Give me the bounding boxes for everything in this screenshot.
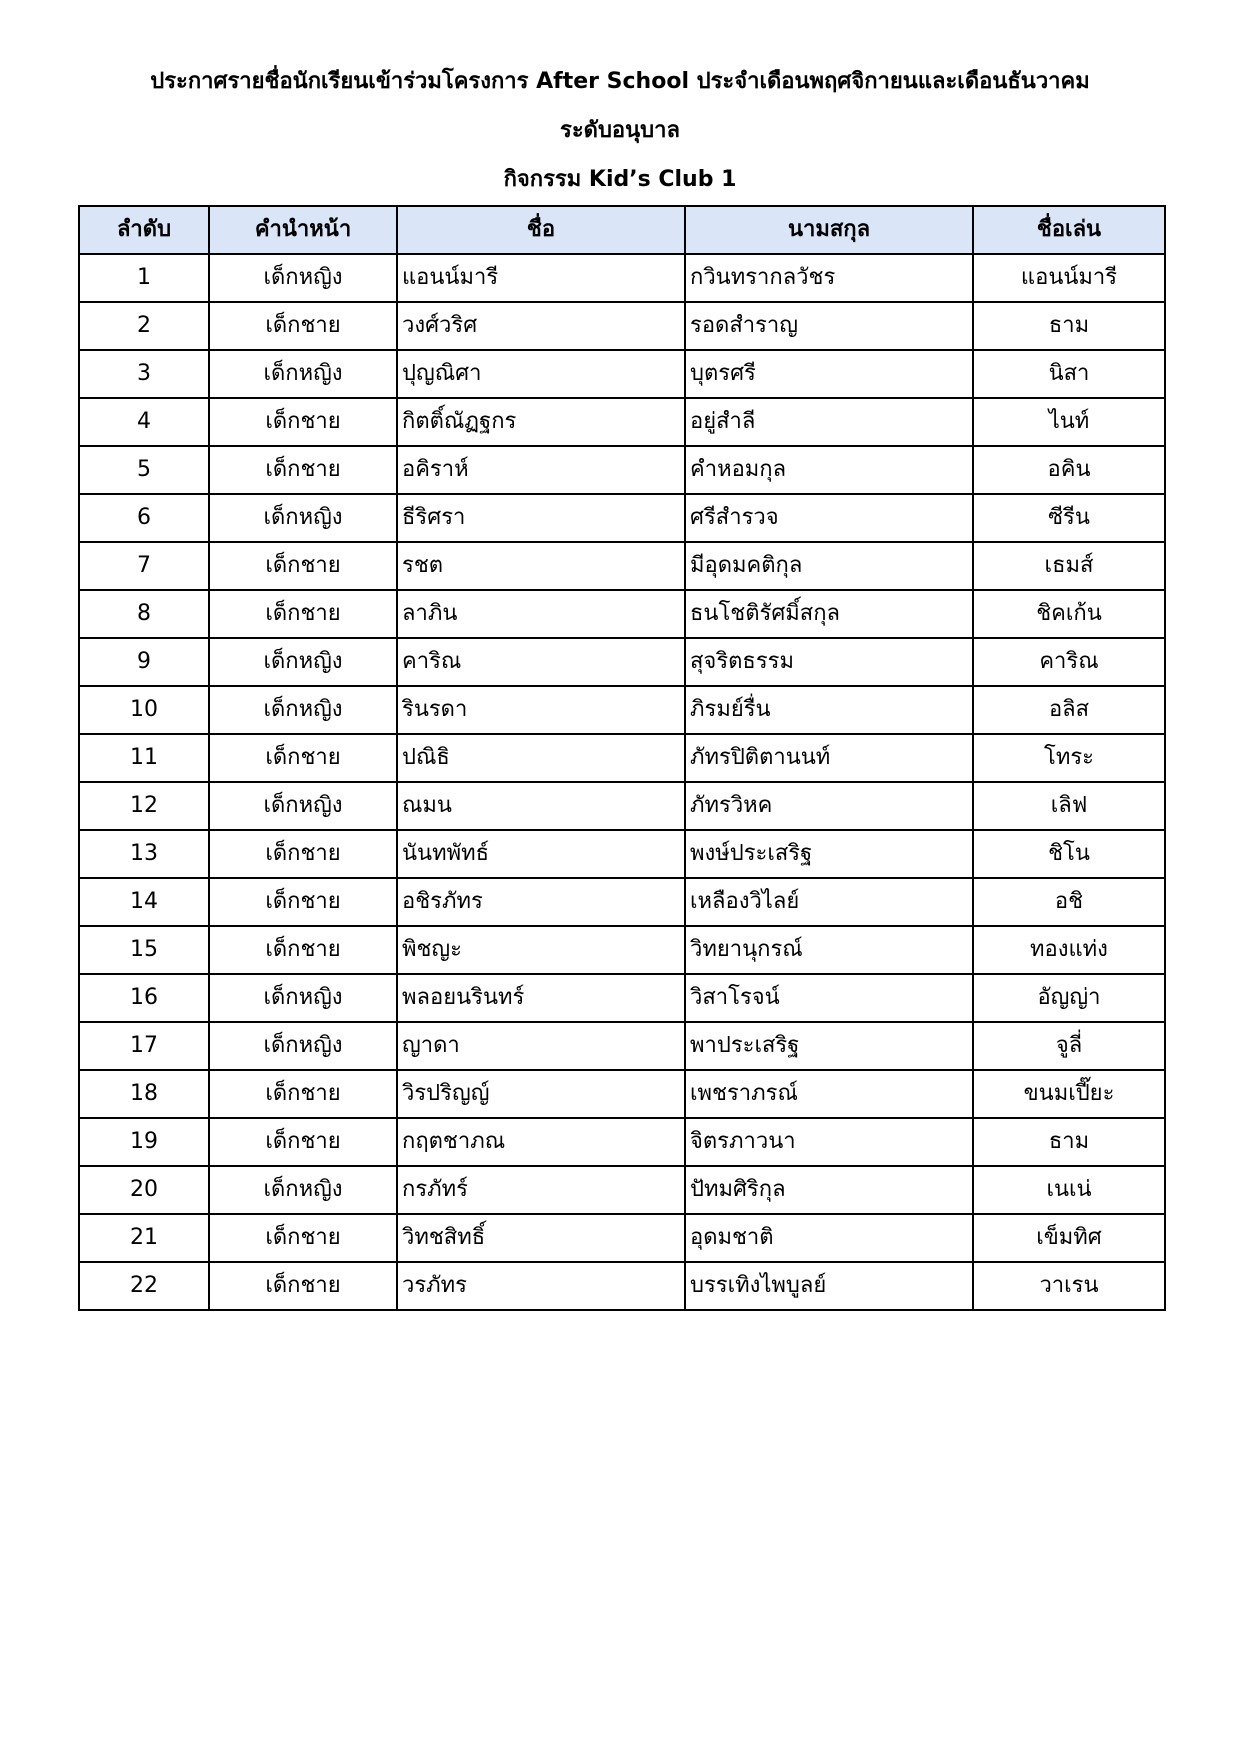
table-row [79, 254, 1165, 302]
order-cell: 7 [79, 542, 209, 590]
order-cell: 14 [79, 878, 209, 926]
nickname-cell: โทระ [973, 734, 1165, 782]
table-row [79, 398, 1165, 446]
title-cell: เด็กชาย [209, 1070, 397, 1118]
first-name-cell: ญาดา [397, 1022, 685, 1070]
last-name-cell: ภัทรวิหค [685, 782, 973, 830]
nickname-cell: ซีรีน [973, 494, 1165, 542]
title-cell: เด็กชาย [209, 830, 397, 878]
table-row [79, 926, 1165, 974]
first-name-cell: กิตติ์ณัฏฐกร [397, 398, 685, 446]
nickname-cell: อคิน [973, 446, 1165, 494]
order-cell: 21 [79, 1214, 209, 1262]
table-row [79, 1262, 1165, 1310]
first-name-cell: อคิราห์ [397, 446, 685, 494]
nickname-cell: เข็มทิศ [973, 1214, 1165, 1262]
nickname-cell: ไนท์ [973, 398, 1165, 446]
column-header-nickname: ชื่อเล่น [973, 206, 1165, 254]
title-cell: เด็กหญิง [209, 1022, 397, 1070]
title-cell: เด็กหญิง [209, 494, 397, 542]
nickname-cell: นิสา [973, 350, 1165, 398]
order-cell: 11 [79, 734, 209, 782]
title-cell: เด็กชาย [209, 542, 397, 590]
title-cell: เด็กชาย [209, 926, 397, 974]
nickname-cell: ชิคเก้น [973, 590, 1165, 638]
column-header-title: คำนำหน้า [209, 206, 397, 254]
nickname-cell: วาเรน [973, 1262, 1165, 1310]
last-name-cell: อุดมชาติ [685, 1214, 973, 1262]
order-cell: 2 [79, 302, 209, 350]
title-cell: เด็กหญิง [209, 782, 397, 830]
title-cell: เด็กชาย [209, 1118, 397, 1166]
column-header-first-name: ชื่อ [397, 206, 685, 254]
nickname-cell: จูลี่ [973, 1022, 1165, 1070]
last-name-cell: สุจริตธรรม [685, 638, 973, 686]
order-cell: 12 [79, 782, 209, 830]
table-row [79, 974, 1165, 1022]
order-cell: 5 [79, 446, 209, 494]
last-name-cell: บุตรศรี [685, 350, 973, 398]
table-row [79, 494, 1165, 542]
column-header-order: ลำดับ [79, 206, 209, 254]
order-cell: 13 [79, 830, 209, 878]
student-roster-table [78, 205, 1166, 1311]
table-row [79, 734, 1165, 782]
title-cell: เด็กหญิง [209, 350, 397, 398]
title-cell: เด็กชาย [209, 398, 397, 446]
order-cell: 9 [79, 638, 209, 686]
last-name-cell: บรรเทิงไพบูลย์ [685, 1262, 973, 1310]
last-name-cell: ปัทมศิริกุล [685, 1166, 973, 1214]
table-row [79, 1214, 1165, 1262]
table-row [79, 542, 1165, 590]
nickname-cell: อชิ [973, 878, 1165, 926]
document-subtitle-level: ระดับอนุบาล [560, 118, 680, 143]
title-cell: เด็กหญิง [209, 638, 397, 686]
document-subtitle-activity: กิจกรรม Kid’s Club 1 [503, 167, 737, 192]
first-name-cell: วิรปริญญ์ [397, 1070, 685, 1118]
last-name-cell: ภัทรปิติตานนท์ [685, 734, 973, 782]
document-title: ประกาศรายชื่อนักเรียนเข้าร่วมโครงการ After School ประจำเดือนพฤศจิกายนและเดือนธันวาคม [150, 69, 1090, 94]
title-cell: เด็กหญิง [209, 974, 397, 1022]
table-row [79, 1118, 1165, 1166]
order-cell: 19 [79, 1118, 209, 1166]
table-row [79, 1022, 1165, 1070]
first-name-cell: วิทชสิทธิ์ [397, 1214, 685, 1262]
first-name-cell: พลอยนรินทร์ [397, 974, 685, 1022]
column-header-last-name: นามสกุล [685, 206, 973, 254]
last-name-cell: ภิรมย์รื่น [685, 686, 973, 734]
nickname-cell: ขนมเปี๊ยะ [973, 1070, 1165, 1118]
order-cell: 17 [79, 1022, 209, 1070]
last-name-cell: พาประเสริฐ [685, 1022, 973, 1070]
order-cell: 3 [79, 350, 209, 398]
first-name-cell: รินรดา [397, 686, 685, 734]
first-name-cell: อชิรภัทร [397, 878, 685, 926]
table-header [79, 206, 1165, 254]
order-cell: 18 [79, 1070, 209, 1118]
last-name-cell: วิสาโรจน์ [685, 974, 973, 1022]
title-cell: เด็กหญิง [209, 686, 397, 734]
nickname-cell: ทองแท่ง [973, 926, 1165, 974]
title-cell: เด็กชาย [209, 446, 397, 494]
table-row [79, 638, 1165, 686]
title-cell: เด็กหญิง [209, 1166, 397, 1214]
table-row [79, 446, 1165, 494]
first-name-cell: ณมน [397, 782, 685, 830]
table-row [79, 782, 1165, 830]
order-cell: 8 [79, 590, 209, 638]
nickname-cell: เนเน่ [973, 1166, 1165, 1214]
last-name-cell: พงษ์ประเสริฐ [685, 830, 973, 878]
title-cell: เด็กชาย [209, 878, 397, 926]
order-cell: 6 [79, 494, 209, 542]
title-cell: เด็กหญิง [209, 254, 397, 302]
table-row [79, 1070, 1165, 1118]
title-cell: เด็กชาย [209, 590, 397, 638]
table-body [79, 254, 1165, 1310]
table-row [79, 302, 1165, 350]
first-name-cell: วงศ์วริศ [397, 302, 685, 350]
nickname-cell: ธาม [973, 302, 1165, 350]
title-cell: เด็กชาย [209, 1214, 397, 1262]
last-name-cell: มีอุดมคติกุล [685, 542, 973, 590]
nickname-cell: เธมส์ [973, 542, 1165, 590]
table-row [79, 686, 1165, 734]
nickname-cell: ชิโน [973, 830, 1165, 878]
table-row [79, 878, 1165, 926]
nickname-cell: เลิฟ [973, 782, 1165, 830]
first-name-cell: กรภัทร์ [397, 1166, 685, 1214]
nickname-cell: อลิส [973, 686, 1165, 734]
first-name-cell: ปณิธิ [397, 734, 685, 782]
last-name-cell: เหลืองวิไลย์ [685, 878, 973, 926]
last-name-cell: อยู่สำลี [685, 398, 973, 446]
first-name-cell: คาริณ [397, 638, 685, 686]
last-name-cell: จิตรภาวนา [685, 1118, 973, 1166]
first-name-cell: พิชญะ [397, 926, 685, 974]
last-name-cell: วิทยานุกรณ์ [685, 926, 973, 974]
title-cell: เด็กชาย [209, 1262, 397, 1310]
last-name-cell: กวินทรากลวัชร [685, 254, 973, 302]
first-name-cell: กฤตชาภณ [397, 1118, 685, 1166]
first-name-cell: นันทพัทธ์ [397, 830, 685, 878]
order-cell: 15 [79, 926, 209, 974]
first-name-cell: วรภัทร [397, 1262, 685, 1310]
order-cell: 16 [79, 974, 209, 1022]
title-cell: เด็กชาย [209, 734, 397, 782]
first-name-cell: ปุญณิศา [397, 350, 685, 398]
last-name-cell: ศรีสำรวจ [685, 494, 973, 542]
last-name-cell: คำหอมกุล [685, 446, 973, 494]
last-name-cell: รอดสำราญ [685, 302, 973, 350]
table-row [79, 590, 1165, 638]
order-cell: 20 [79, 1166, 209, 1214]
nickname-cell: คาริณ [973, 638, 1165, 686]
last-name-cell: เพชราภรณ์ [685, 1070, 973, 1118]
first-name-cell: แอนน์มารี [397, 254, 685, 302]
table-row [79, 350, 1165, 398]
table-row [79, 1166, 1165, 1214]
first-name-cell: ธีริศรา [397, 494, 685, 542]
header-row [79, 206, 1165, 254]
order-cell: 22 [79, 1262, 209, 1310]
first-name-cell: รชต [397, 542, 685, 590]
first-name-cell: ลาภิน [397, 590, 685, 638]
order-cell: 1 [79, 254, 209, 302]
last-name-cell: ธนโชติรัศมิ์สกุล [685, 590, 973, 638]
order-cell: 10 [79, 686, 209, 734]
nickname-cell: ธาม [973, 1118, 1165, 1166]
title-cell: เด็กชาย [209, 302, 397, 350]
table-row [79, 830, 1165, 878]
order-cell: 4 [79, 398, 209, 446]
nickname-cell: อัญญ่า [973, 974, 1165, 1022]
nickname-cell: แอนน์มารี [973, 254, 1165, 302]
